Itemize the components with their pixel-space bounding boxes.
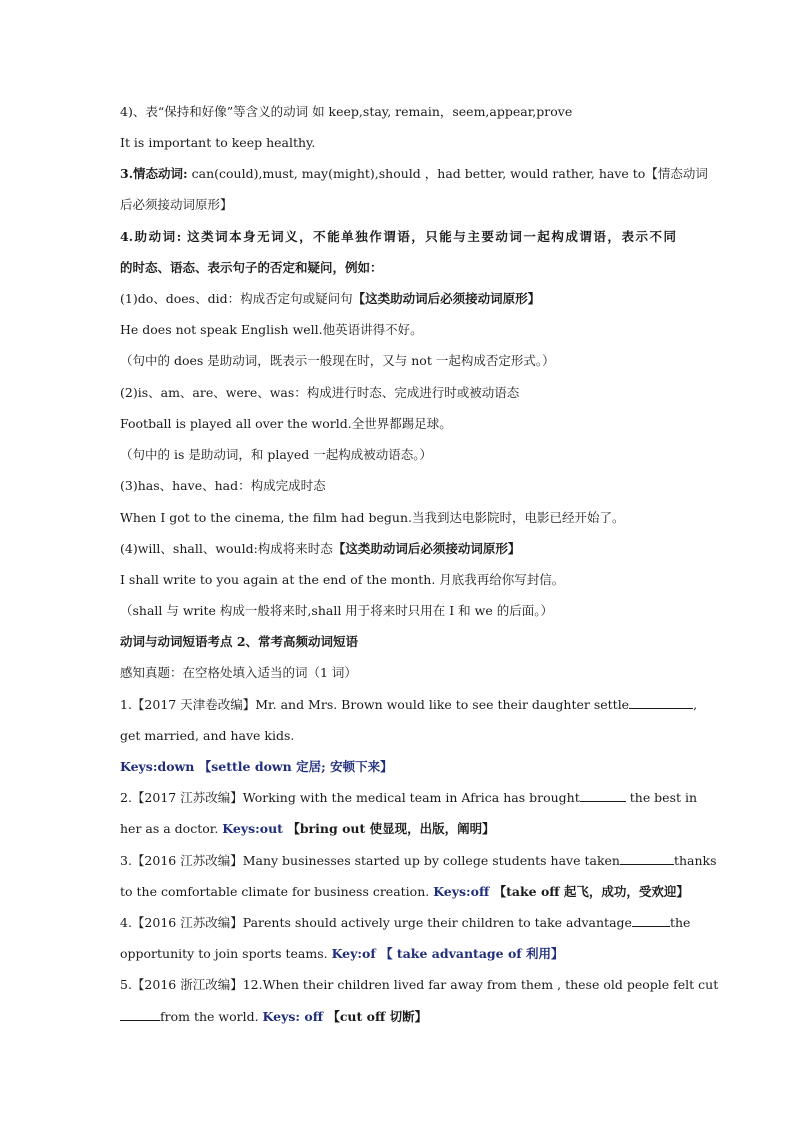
question-1-line2: get married, and have kids. (120, 728, 295, 743)
modal-verbs-list: can(could),must, may(might),should ，had better, would rather, have to【情态动词 (187, 166, 708, 181)
question-2-line2-text: her as a doctor. (120, 821, 223, 836)
question-3-line2 (120, 881, 689, 903)
answer-blank (580, 788, 626, 802)
question-4 (120, 912, 691, 934)
question-1 (120, 694, 698, 716)
question-2-text: Working with the medical team in Africa has brought (242, 790, 580, 805)
question-3-text: Many businesses started up by college students have taken (242, 853, 620, 868)
question-2-key: Keys:out (222, 821, 283, 836)
text-line-has-have-had: (3)has、have、had：构成完成时态 (120, 478, 326, 493)
text-line-example-football: Football is played all over the world.全世界都踢足球。 (120, 416, 452, 431)
answer-blank (629, 695, 693, 709)
text-line-will-shall (120, 538, 676, 560)
question-5-source: 5.【2016 浙江改编】 (120, 977, 243, 992)
question-2-source: 2.【2017 江苏改编】 (120, 790, 243, 805)
answer-blank (120, 1007, 160, 1021)
question-4-line2-text: opportunity to join sports teams. (120, 946, 332, 961)
question-3 (120, 850, 717, 872)
answer-blank (632, 913, 670, 927)
text-line-is-am-are: (2)is、am、are、were、was：构成进行时态、完成进行时或被动语态 (120, 385, 520, 400)
answer-blank (620, 851, 674, 865)
question-5 (120, 974, 719, 996)
text-line-is-explanation: （句中的 is 是助动词，和 played 一起构成被动语态。） (120, 447, 432, 462)
question-2-note: 【bring out 使显现，出版，阐明】 (282, 821, 495, 836)
question-3-source: 3.【2016 江苏改编】 (120, 853, 243, 868)
text-line-do-does-did (120, 288, 676, 310)
text-line-example-cinema: When I got to the cinema, the film had begun.当我到达电影院时，电影已经开始了。 (120, 510, 625, 525)
question-4-line2 (120, 943, 676, 965)
text-line-example-english: He does not speak English well.他英语讲得不好。 (120, 322, 423, 337)
question-4-text: Parents should actively urge their children to take advantage (242, 915, 632, 930)
heading-modal-verbs: 3.情态动词: (120, 166, 188, 181)
question-5-line2-text: from the world. (160, 1009, 263, 1024)
text-line-shall-explanation: （shall 与 write 构成一般将来时,shall 用于将来时只用在 I 和 we 的后面。） (120, 603, 553, 618)
question-2 (120, 787, 698, 809)
heading-auxiliary-verbs: 4.助动词: 这类词本身无词义，不能单独作谓语，只能与主要动词一起构成谓语，表示不同 (120, 229, 676, 244)
do-does-did-text: (1)do、does、did：构成否定句或疑问句 (120, 291, 353, 306)
question-5-line2 (120, 1006, 676, 1028)
question-3-tail: thanks (673, 853, 717, 868)
question-5-text: 12.When their children lived far away from them , these old people felt cut (242, 977, 719, 992)
question-4-tail: the (669, 915, 691, 930)
text-line-modal-note: 后必须接动词原形】 (120, 197, 233, 212)
will-shall-note: 【这类助动词后必须接动词原形】 (332, 541, 521, 556)
text-line-modal-verbs (120, 163, 708, 185)
text-line-example-keep: It is important to keep healthy. (120, 135, 316, 150)
question-2-tail: the best in (625, 790, 698, 805)
text-line-example-write: I shall write to you again at the end of the month. 月底我再给你写封信。 (120, 572, 565, 587)
text-line-instructions: 感知真题：在空格处填入适当的词（1 词） (120, 665, 357, 680)
heading-auxiliary-verbs-cont: 的时态、语态、表示句子的否定和疑问，例如： (120, 260, 383, 275)
text-line-does-explanation: （句中的 does 是助动词，既表示一般现在时，又与 not 一起构成否定形式。） (120, 353, 555, 368)
section-heading-phrases: 动词与动词短语考点 2、常考高频动词短语 (120, 634, 359, 649)
question-3-line2-text: to the comfortable climate for business creation. (120, 884, 434, 899)
question-1-source: 1.【2017 天津卷改编】 (120, 697, 256, 712)
will-shall-text: (4)will、shall、would:构成将来时态 (120, 541, 333, 556)
question-1-text: Mr. and Mrs. Brown would like to see their daughter settle (255, 697, 630, 712)
text-line-linking-verbs: 4)、表“保持和好像”等含义的动词 如 keep,stay, remain，seem,appear,prove (120, 104, 573, 119)
question-1-key: Keys:down 【settle down 定居; 安顿下来】 (120, 759, 393, 774)
question-4-source: 4.【2016 江苏改编】 (120, 915, 243, 930)
question-1-tail: , (693, 697, 698, 712)
question-4-key: Key:of 【 take advantage of 利用】 (331, 946, 564, 961)
question-3-note: 【take off 起飞，成功，受欢迎】 (489, 884, 689, 899)
do-does-did-note: 【这类助动词后必须接动词原形】 (352, 291, 541, 306)
question-5-key: Keys: off (262, 1009, 323, 1024)
question-2-line2 (120, 818, 676, 840)
question-5-note: 【cut off 切断】 (322, 1009, 428, 1024)
question-3-key: Keys:off (433, 884, 490, 899)
